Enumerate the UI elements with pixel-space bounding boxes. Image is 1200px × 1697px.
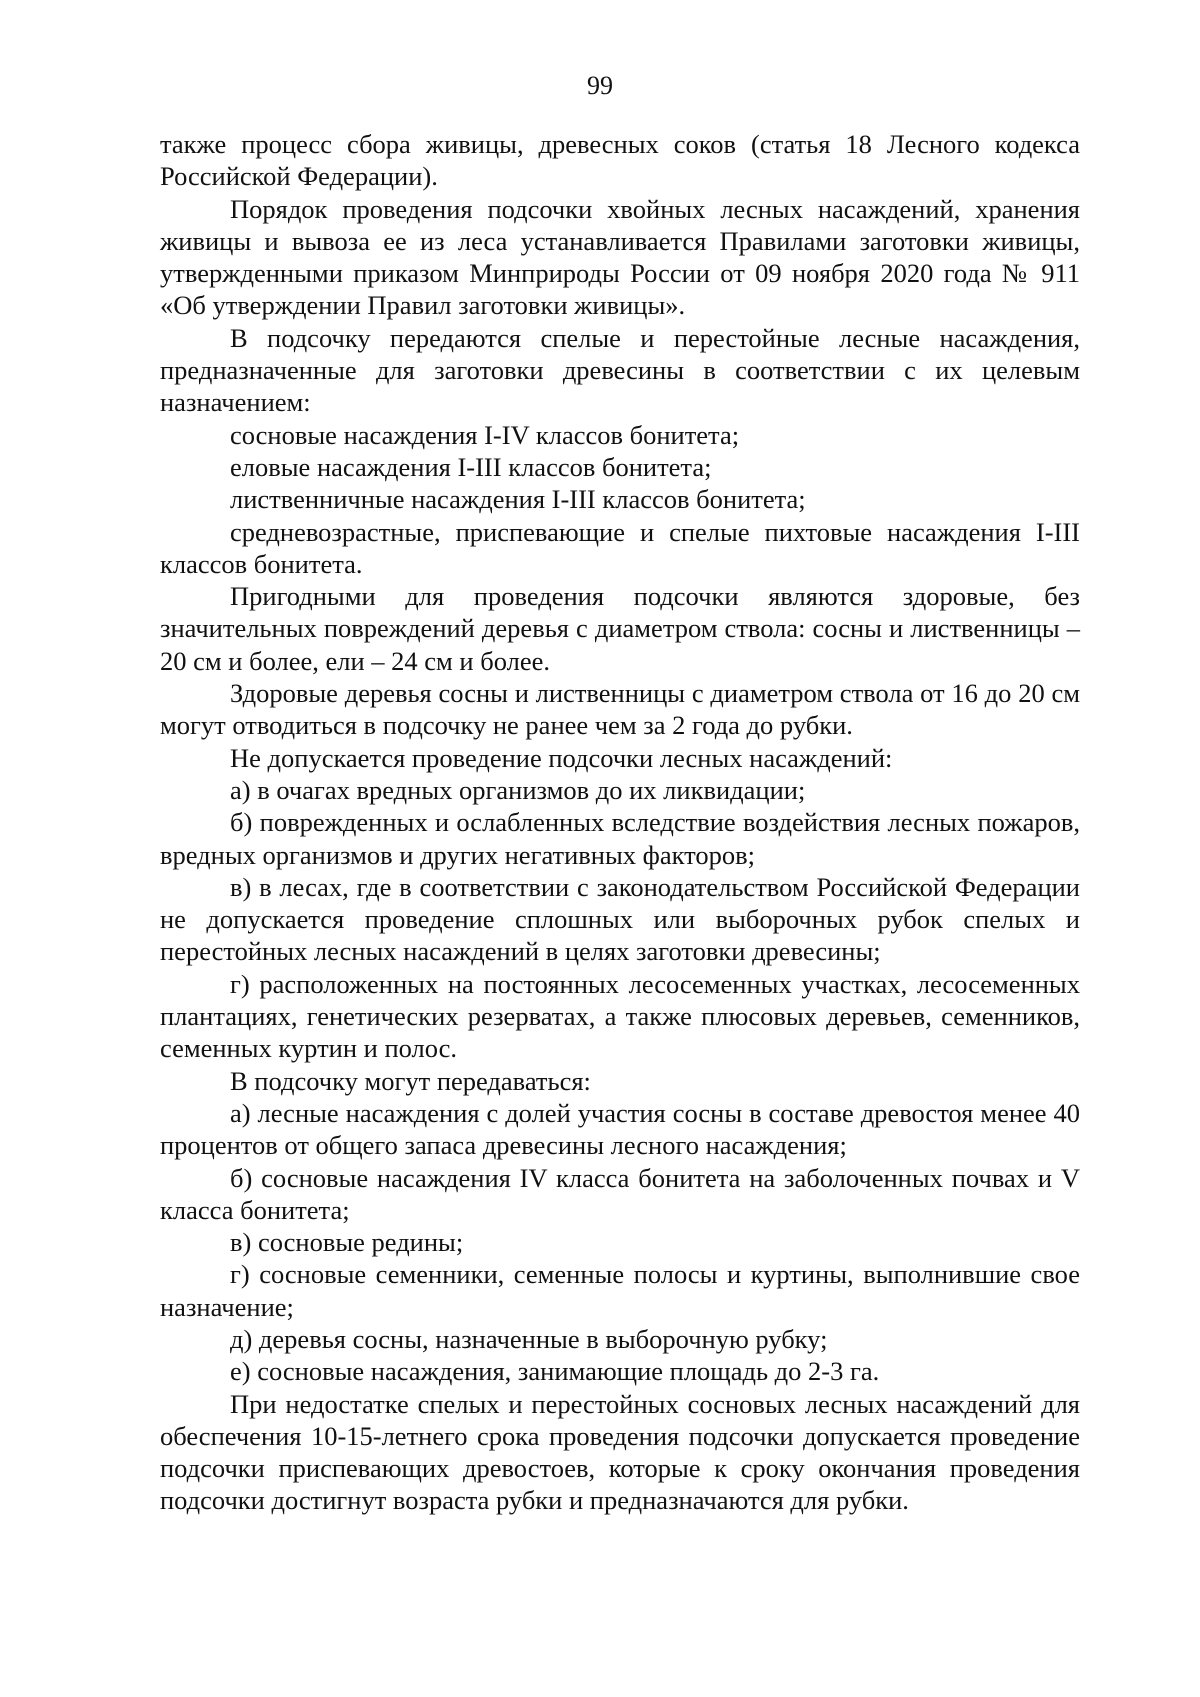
list-item: в) в лесах, где в соответствии с законодательством Российской Федерации не допускается проведение сплошных или выборочных рубок спелых и перестойных лесных насаждений в целях заготовки древесины; bbox=[160, 871, 1080, 967]
list-item: в) сосновые редины; bbox=[230, 1227, 464, 1258]
document-body bbox=[160, 128, 1080, 1517]
paragraph: Здоровые деревья сосны и лиственницы с диаметром ствола от 16 до 20 см могут отводиться в подсочку не ранее чем за 2 года до рубки. bbox=[160, 678, 1080, 741]
paragraph: При недостатке спелых и перестойных сосновых лесных насаждений для обеспечения 10-15-летнего срока проведения подсочки допускается проведение подсочки приспевающих древостоев, которые к сроку окончания проведения подсочки достигнут возраста рубки и предназначаются для рубки. bbox=[160, 1388, 1080, 1516]
list-item: а) в очагах вредных организмов до их ликвидации; bbox=[230, 774, 806, 805]
paragraph: В подсочку передаются спелые и перестойные лесные насаждения, предназначенные для заготовки древесины в соответствии с их целевым назначением: bbox=[160, 322, 1080, 418]
paragraph: также процесс сбора живицы, древесных соков (статья 18 Лесного кодекса Российской Федерации). bbox=[160, 129, 1080, 192]
list-item: г) расположенных на постоянных лесосеменных участках, лесосеменных плантациях, генетических резерватах, а также плюсовых деревьев, семенников, семенных куртин и полос. bbox=[160, 968, 1080, 1064]
paragraph: Порядок проведения подсочки хвойных лесных насаждений, хранения живицы и вывоза ее из леса устанавливается Правилами заготовки живицы, утвержденными приказом Минприроды России от 09 ноября 2020 года № 911 «Об утверждении Правил заготовки живицы». bbox=[160, 193, 1080, 321]
list-item: г) сосновые семенники, семенные полосы и куртины, выполнившие свое назначение; bbox=[160, 1259, 1080, 1322]
paragraph: В подсочку могут передаваться: bbox=[230, 1065, 591, 1096]
list-item: а) лесные насаждения с долей участия сосны в составе древостоя менее 40 процентов от общего запаса древесины лесного насаждения; bbox=[160, 1097, 1080, 1161]
list-item: лиственничные насаждения I-III классов бонитета; bbox=[230, 484, 806, 515]
list-item: д) деревья сосны, назначенные в выборочную рубку; bbox=[230, 1323, 828, 1354]
paragraph: Пригодными для проведения подсочки являются здоровые, без значительных повреждений деревья с диаметром ствола: сосны и лиственницы – 20 см и более, ели – 24 см и более. bbox=[160, 581, 1080, 676]
paragraph: Не допускается проведение подсочки лесных насаждений: bbox=[230, 742, 893, 773]
list-item: еловые насаждения I-III классов бонитета; bbox=[230, 451, 712, 482]
page-number: 99 bbox=[587, 71, 613, 100]
list-item: б) сосновые насаждения IV класса бонитета на заболоченных почвах и V класса бонитета; bbox=[160, 1162, 1080, 1225]
list-item: средневозрастные, приспевающие и спелые пихтовые насаждения I-III классов бонитета. bbox=[160, 516, 1080, 579]
list-item: е) сосновые насаждения, занимающие площадь до 2-3 га. bbox=[230, 1356, 880, 1387]
list-item: б) поврежденных и ослабленных вследствие воздействия лесных пожаров, вредных организмов и других негативных факторов; bbox=[160, 807, 1080, 870]
list-item: сосновые насаждения I-IV классов бонитета; bbox=[230, 419, 740, 450]
